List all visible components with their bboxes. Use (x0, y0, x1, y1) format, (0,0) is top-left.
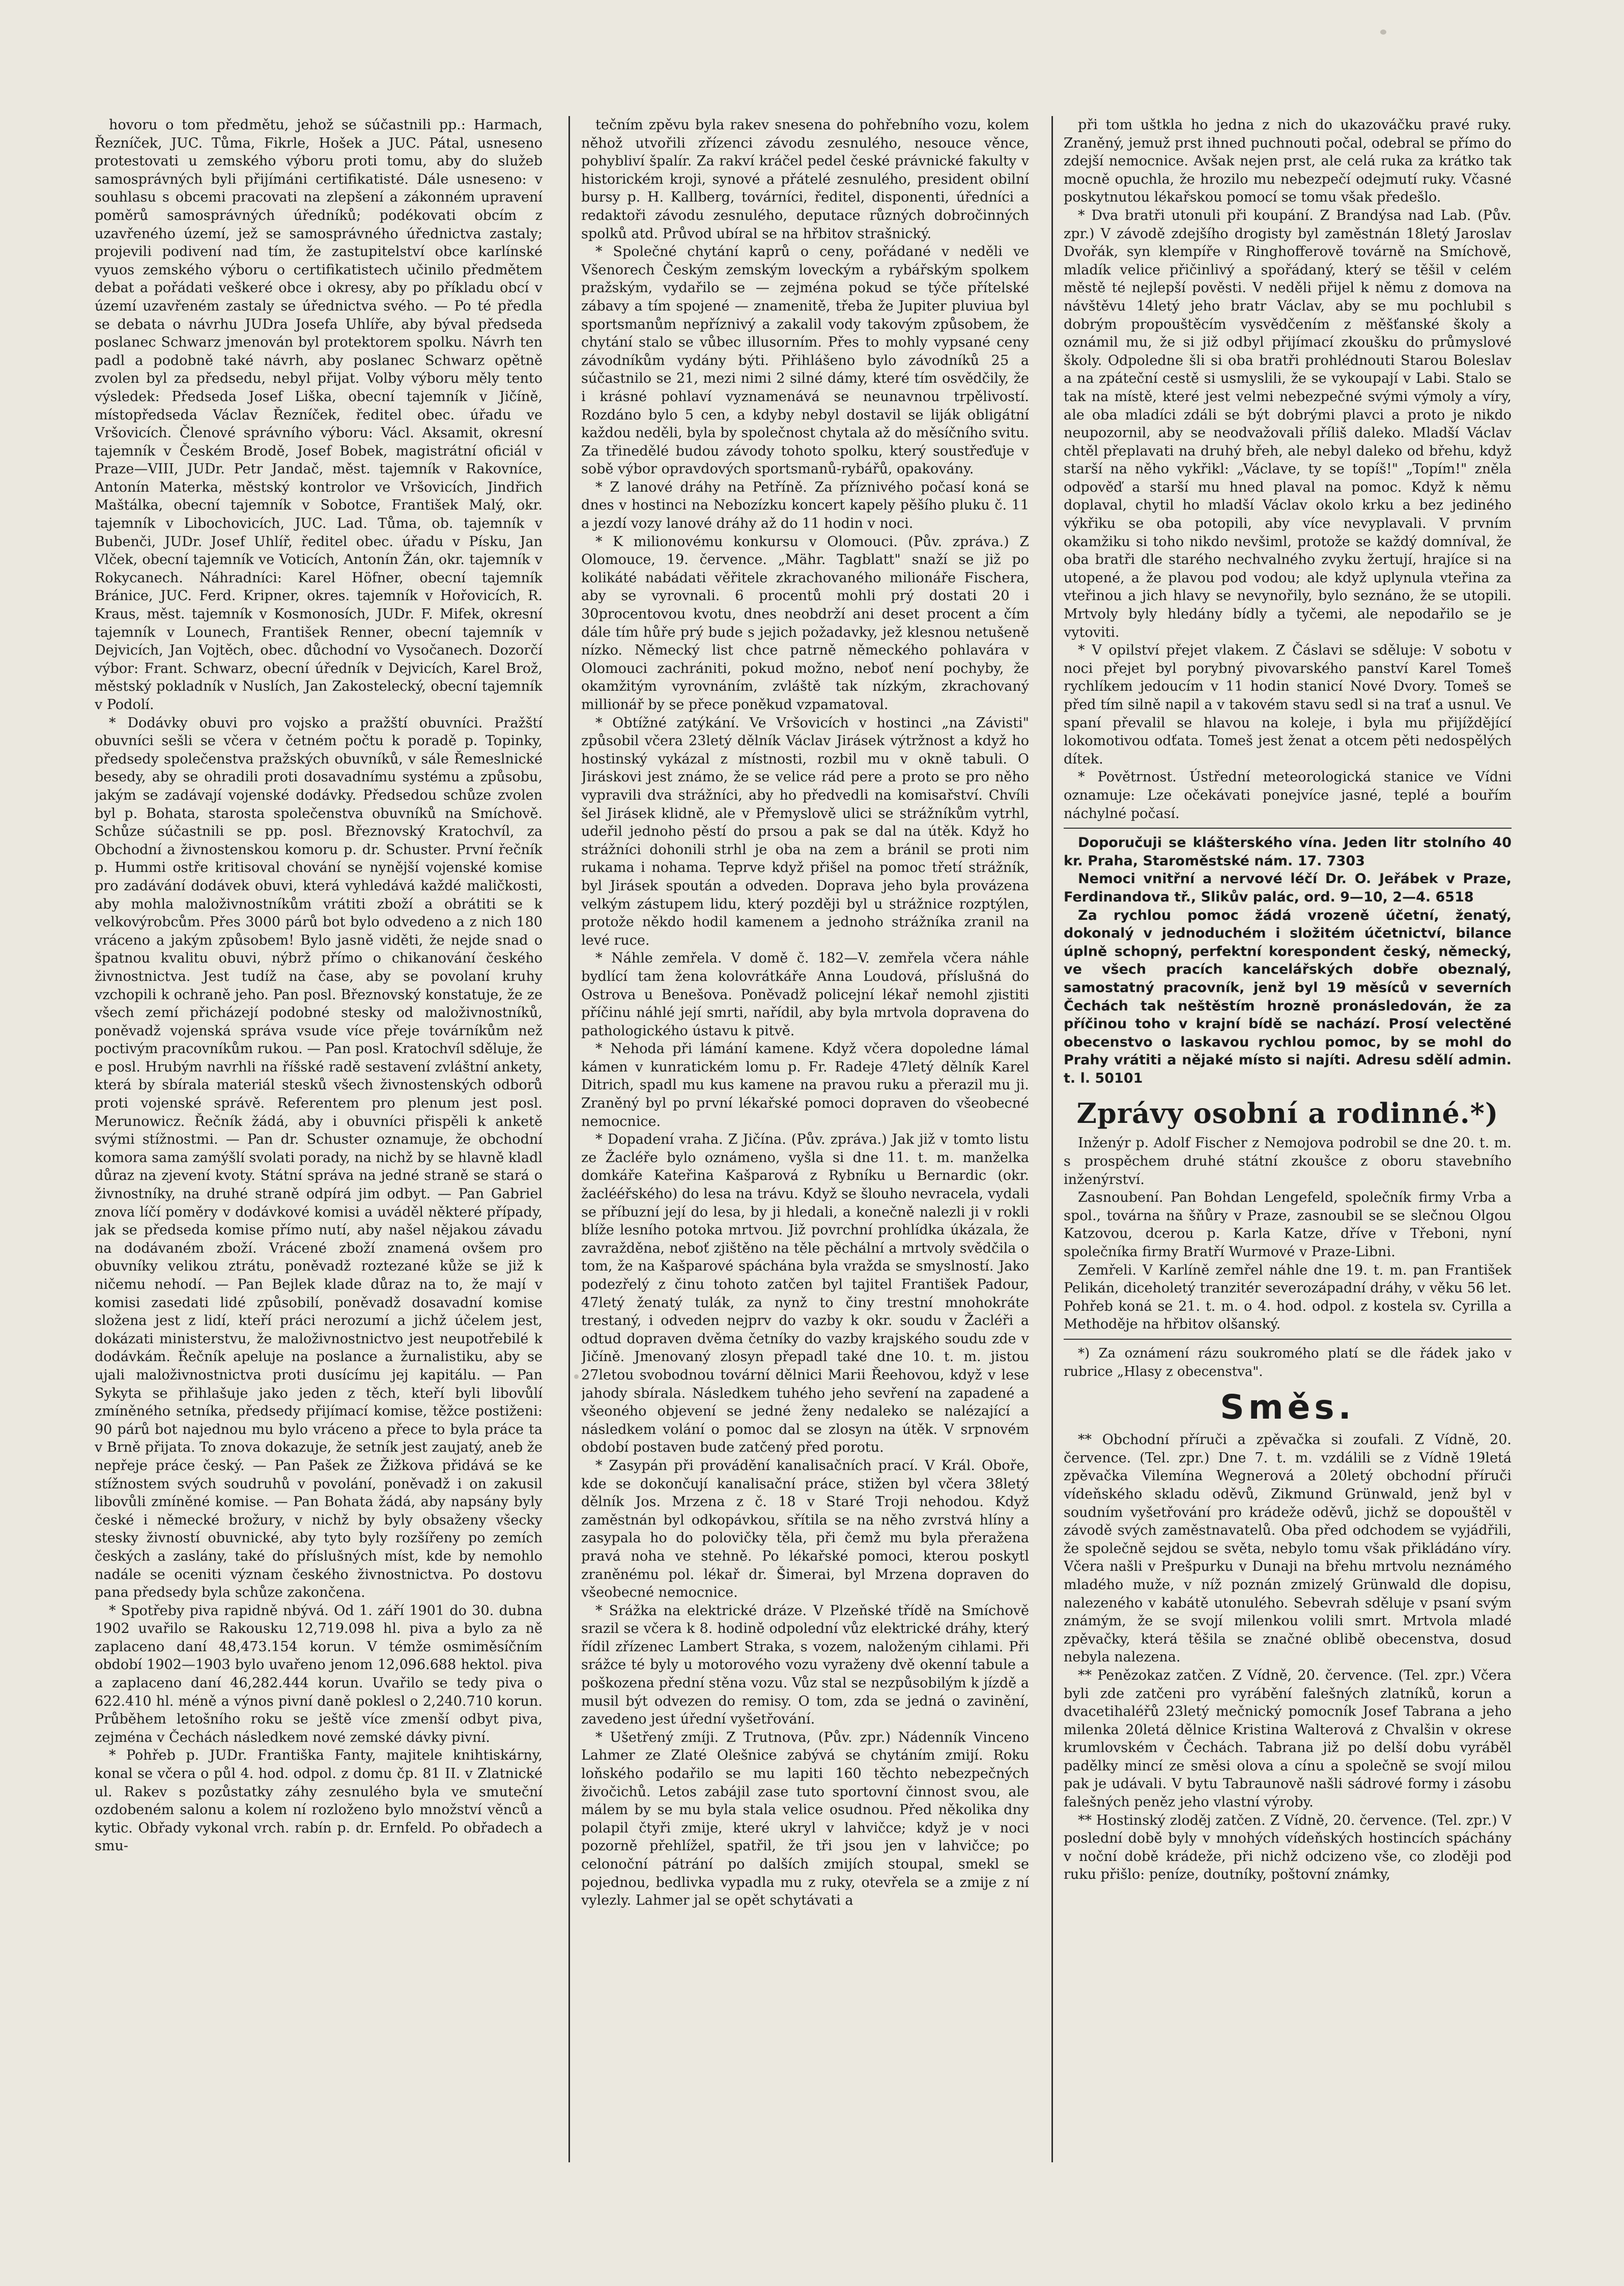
article-paragraph: * Dopadení vraha. Z Jičína. (Pův. zpráva.) Jak již v tomto listu ze Žacléře bylo oznámeno, vyšla si dne 11. t. m. manželka domkáře Kateřina Kašparová z Rybníku u Bernardic (okr. žaclééřského) do lesa na trávu. Když se šlouho nevracela, vydali se příbuzní její do lesa, by ji hledali, a konečně nalezli ji v rokli blíže lesního potoka mrtvou. Již povrchní prohlídka úkázala, že zavražděna, neboť zjištěno na těle pěchální a mrtvoly svědčila o tom, že na Kašparové spáchána byla vražda se smyslností. Jako podezřelý z činu tohoto zatčen byl tajitel František Padour, 47letý ženatý tulák, za nynž to činy trestní mnohokráte trestaný, i odveden nejprv do vazby k okr. soudu v Žacléři a odtud dopraven dvěma četníky do vazby krajského soudu zde v Jičíně. Jmenovaný zlosyn přepadl také dne 10. t. m. jistou 27letou svobodnou tovární dělnici Marii Řeehovou, když v lese jahody sbírala. Následkem tuhého jeho sevření na zapadené a všeoného objevení se jedné ženy nedaleko se nalézající a následkem volání o pomoc dal se zlosyn na útěk. V srpnovém období postaven bude zatčený před porotu. (581, 1132, 1029, 1456)
article-paragraph: * Spotřeby piva rapidně nbývá. Od 1. září 1901 do 30. dubna 1902 uvařilo se Rakousku 12,719.098 hl. piva a bylo za ně zaplaceno daní 48,473.154 korun. V témže osmiměsíčním období 1902—1903 bylo uvařeno jenom 12,096.688 hektol. piva a zaplaceno daní 46,282.444 korun. Uvařilo se tedy piva o 622.410 hl. méně a výnos pivní daně poklesl o 2,240.710 korun. Průběhem letošního roku se ještě více zmenší odbyt piva, zejména v Čechách následkem nové zemské dávky pivní. (95, 1602, 543, 1745)
column-1 (95, 116, 543, 2172)
article-paragraph: ** Hostinský zloděj zatčen. Z Vídně, 20. července. (Tel. zpr.) V poslední době byly v mnohých vídeňských hostincích spáchány v noční době krádeže, při nichž odcizeno vše, co zloději pod ruku přišlo: peníze, doutníky, poštovní známky, (1064, 1812, 1512, 1883)
column-3-news (1064, 116, 1512, 1087)
article-paragraph: * K milionovému konkursu v Olomouci. (Pův. zpráva.) Z Olomouce, 19. července. „Mähr. Tagblatt" snaží se již po kolikáté nabádati věřitele zkrachovaného milionáře Fischera, aby se vyrovnali. 6 procentů mohli prý dostati 20 i 30procentovou kvotu, dnes neobdrží ani deset procent a čím dále tím hůře prý bude s jejich požadavky, jež klesnou netušeně nízko. Německý list chce patrně německého pohlavára v Olomouci zachrániti, pokud možno, neboť není pochyby, že okamžitým vyrovnáním, zvláště tak nízkým, zkrachovaný millionář by se přece poněkud vzpamatoval. (581, 533, 1029, 713)
divider (1064, 1339, 1512, 1340)
section-title-smes: Směs. (1220, 1388, 1355, 1427)
article-paragraph: * Zasypán při provádění kanalisačních prací. V Král. Oboře, kde se dokončují kanalisační práce, stižen byl včera 38letý dělník Jos. Mrzena z č. 18 v Staré Troji nehodou. Když zaměstnán byl odkopávkou, sřítila se na něho zvrstvá hlíny a zasypala ho do polovičky těla, při čemž mu byla přeražena pravá noha ve stehně. Po lékařské pomoci, kterou poskytl zraněnému pol. lékař dr. Šimerai, byl Mrzena dopraven do všeobecné nemocnice. (581, 1457, 1029, 1601)
article-paragraph: hovoru o tom předmětu, jehož se súčastnili pp.: Harmach, Řezníček, JUC. Tůma, Fikrle, Hošek a JUC. Pátal, usneseno protestovati u zemského výboru proti tomu, aby do služeb samosprávných byli přijímáni certifikatisté. Dále usneseno: v souhlasu s obcemi pracovati na zlepšení a zákonném upravení poměrů samosprávných úředníků; podékovati obcím z uzavřeného území, jež se samosprávného úřednictva zastaly; projevili podivení nad tím, že zastupitelství obce karlínské vyuos zemského výboru o certifikatistech učinilo předmětem debat a pořádati veškeré obce i okresy, aby po příkladu obcí v území uzavřeném zastaly se úřednictva svého. — Po té předla se debata o návrhu JUDra Josefa Uhlíře, aby býval předseda poslanec Schwarz jmenován byl protektorem spolku. Návrh ten padl a podobně také návrh, aby poslanec Schwarz opětně zvolen byl za předsedu, nebyl přijat. Volby výboru měly tento výsledek: Předseda Josef Liška, obecní tajemník v Jičíně, místopředseda Václav Řezníček, ředitel obec. úřadu ve Vršovicích. Členové správního výboru: Václ. Aksamit, okresní tajemník v Českém Brodě, Josef Bobek, magistrátní oficiál v Praze—VIII, JUDr. Petr Jandač, měst. tajemník v Rakovníce, Antonín Materka, městský kontrolor ve Vršovicích, Jindřich Maštálka, obecní tajemník v Sobotce, František Malý, okr. tajemník v Libochovicích, JUC. Lad. Tůma, ob. tajemník v Bubenči, JUDr. Josef Uhlíř, ředitel obec. úřadu v Písku, Jan Vlček, obecní tajemník ve Voticích, Antonín Žán, okr. tajemník v Rokycanech. Náhradníci: Karel Höfner, obecní tajemník Bránice, JUC. Ferd. Kripner, okres. tajemník v Hořovicích, R. Kraus, měst. tajemník v Kosmonosích, JUDr. F. Mifek, okresní tajemník v Lounech, František Renner, obecní tajemník v Dejvicích, Jan Vojtěch, obec. důchodní vo Vysočanech. Dozorčí výbor: Frant. Schwarz, obecní úředník v Dejvicích, Karel Brož, městský pokladník v Nuslích, Jan Zakostelecký, obecní tajemník v Podolí. (95, 117, 543, 713)
article-paragraph: při tom uštkla ho jedna z nich do ukazováčku pravé ruky. Zraněný, jemuž prst ihned puchnouti počal, odebral se přímo do zdejší nemocnice. Avšak nejen prst, ale celá ruka za krátko tak mocně opuchla, že hrozilo mu nebezpečí odejmutí ruky. Včasné poskytnutou lékařskou pomocí se tomu však předešlo. (1064, 117, 1512, 206)
ink-spot (1380, 30, 1386, 35)
article-paragraph: * Srážka na elektrické dráze. V Plzeňské třídě na Smíchově srazil se včera k 8. hodině odpolední vůz elektrické dráhy, který řídil zřízenec Lambert Straka, s vozem, naloženým cihlami. Při srážce té byly u motorového vozu vyraženy dvě okenní tabule a poškozena přední stěna vozu. Vůz stal se nezpůsobilým k jízdě a musil být odvezen do remisy. O tom, zda se jedná o zavinění, zavedeno jest úřední vyšetřování. (581, 1602, 1029, 1728)
column-3 (1064, 116, 1512, 2172)
article-paragraph: * Ušetřený zmíji. Z Trutnova, (Pův. zpr.) Nádenník Vinceno Lahmer ze Zlaté Olešnice zabývá se chytáním zmijí. Roku loňského podařilo se mu lapiti 160 těchto nebezpečných živočichů. Letos zabájil zase tuto sportovní činnost svou, ale málem by se mu byla stala velice osudnou. Před několika dny polapil čtyři zmije, které ukryl v lahvičce; když je v noci pozorně přehlížel, spatřil, že tři jsou jen v lahvičce; po celonoční pátrání po dalších zmijích stoupal, smekl se pojednou, bedlivka vypadla mu z ruky, otevřela se a zmije z ní vylezly. Lahmer jal se opět schytávati a (581, 1729, 1029, 1909)
article-paragraph: * Pohřeb p. JUDr. Františka Fanty, majitele knihtiskárny, konal se včera o půl 4. hod. odpol. z domu čp. 81 II. v Zlatnické ul. Rakev s pozůstatky záhy zesnulého byla ve smuteční ozdobeném salonu a kolem ní rozloženo bylo množství věnců a kytic. Obřady vykonal vrch. rabín p. dr. Ernfeld. Po obřadech a smu- (95, 1747, 543, 1854)
advertisement: Za rychlou pomoc žádá vrozeně účetní, ženatý, dokonalý v jednoduchém i složitém účetnictví, bilance úplně schopný, perfektní korespondent český, německý, ve všech pracích kancelářských dobře obeznalý, samostatný pracovník, jenž byl 19 měsíců v severních Čechách tak neštěstím hrozně pronásledován, že za příčinou toho v krajní bídě se nachází. Prosí velectěné obecenstvo o laskavou rychlou pomoc, by se mohl do Prahy vrátiti a nějaké místo si najíti. Adresu sdělí admin. t. l. 50101 (1064, 907, 1512, 1086)
article-paragraph: * Náhle zemřela. V domě č. 182—V. zemřela včera náhle bydlící tam žena kolovrátkáře Anna Loudová, příslušná do Ostrova u Benešova. Poněvadž policejní lékař nemohl zjistiti příčinu náhlé její smrti, nařídil, aby byla mrtvola dopravena do pathologického ústavu k pitvě. (581, 950, 1029, 1039)
article-paragraph: * Povětrnost. Ústřední meteorologická stanice ve Vídni oznamuje: Lze očekávati ponejvíce jasné, teplé a bouřím náchylné počasí. (1064, 769, 1512, 822)
column-3-personal (1064, 1134, 1512, 1381)
ink-spot (574, 1374, 579, 1379)
article-paragraph: * Dva bratři utonuli při koupání. Z Brandýsa nad Lab. (Pův. zpr.) V závodě zdejšího drogisty byl zaměstnán 18letý Jaroslav Dvořák, syn klempíře v Ringhofferově továrně na Smíchově, mladík velice přičinlivý a spořádaný, který se těšil v celém městě té nejlepší pověsti. V neděli přijel k němu z domova na návštěvu 14letý jeho bratr Václav, aby se mu pochlubil s dobrým propouštěcím vysvědčením z měšťanské školy a oznámil mu, že si již odbyl přijímací zkoušku do průmyslové školy. Odpoledne šli si oba bratři prohlédnouti Starou Boleslav a na zpáteční cestě si usmyslili, že se vykoupají v Labi. Stalo se tak na místě, které jest velmi nebezpečné svými výmoly a víry, ale oba mladíci zdáli se být dobrými plavci a proto je nikdo neupozornil, aby se neodvažovali příliš daleko. Mladší Václav chtěl přeplavati na druhý břeh, ale nebyl daleko od břehu, když starší na něho vykřikl: „Václave, ty se topíš!" „Topím!" zněla odpověď a starší mu hned plaval na pomoc. Když k němu doplaval, chytil ho mladší Václav okolo krku a bez jediného výkřiku se oba potopili, aby více nevyplavali. V prvním okamžiku si toho nikdo nevšiml, protože se každý domníval, že oba bratři dle starého nechvalného zvyku žertují, hrajíce si na utopené, a že plavou pod vodou; ale když uplynula vteřina za vteřinou a jich hlavy se nevynořily, bylo seznáno, že se utopili. Mrtvoly byly hledány bídly a tyčemi, ale nepodařilo se je vytoviti. (1064, 207, 1512, 640)
divider (1064, 828, 1512, 829)
article-paragraph: * Dodávky obuvi pro vojsko a pražští obuvníci. Pražští obuvníci sešli se včera v četném počtu k poradě p. Topinky, předsedy společenstva pražských obuvníků, v sále Řemeslnické besedy, aby se ohradili proti dosavadnímu systému a způsobu, jakým se zadávají vojenské dodávky. Předsedou schůze zvolen byl p. Bohata, starosta společenstva obuvníků na Smíchově. Schůze súčastnili se pp. posl. Březnovský Kratochvíl, za Obchodní a živnostenskou komoru p. dr. Schuster. První řečník p. Hummi ostře kritisoval chování se nynější vojenské komise pro zadávání dodávek obuvi, která vyhledává každé maličkosti, aby mohla maloživnostníkům vrátiti zboží a obrátiti se k velkovýrobcům. Přes 3000 párů bot bylo odvedeno a z nich 180 vráceno a jakým způsobem! Bylo jasně viděti, že nejde snad o špatnou kvalitu obuvi, nýbrž přímo o chikanování českého živnostnictva. Jest tudíž na čase, aby se povolaní kruhy vzchopili k ochraně jeho. Pan posl. Březnovský konstatuje, že ze všech zemí přicházejí podobné stesky od maloživnostníků, poněvadž vojenská správa vsude více přeje továrníkům než poctivým pracovníkům rukou. — Pan posl. Kratochvíl sděluje, že e posl. Hrubým navrhli na říšské radě sestavení zvláštní ankety, která by sbírala materiál stesků všech živnostenských odborů proti vojenské správě. Referentem pro plenum jest posl. Merunowicz. Řečník žádá, aby i obuvníci přispěli k anketě svými stížnostmi. — Pan dr. Schuster oznamuje, že obchodní komora sama zamýšlí svolati porady, na nichž by se hlavně kladl důraz na zjevení kvoty. Státní správa na jedné straně se stará o živnostníky, na druhé straně odpírá jim odbyt. — Pan Gabriel znova líčí poměry v dodávkové komisi a uváděl některé případy, jak se předseda komise přímo nutí, aby našel nějakou závadu na dodávaném zboží. Vrácené zboží znamená ovšem pro obuvníky velikou ztrátu, poněvadž roztezané kůže se již k ničemu nehodí. — Pan Bejlek klade důraz na to, že mají v komisi zasedati lidé způsobilí, poněvadž dosavadní komise složena jest z lidí, kteří práci nerozumí a jichž účelem jest, dokázati ministerstvu, že maloživnostnictvo jest neupotřebilé k dodávkám. Řečník apeluje na poslance a žurnalistiku, aby se ujali maloživnostnictva proti dusícímu jej kapitálu. — Pan Sykyta se přihlašuje jako jeden z těch, kteří byli libovůlí zmíněného setníka, předsedy přijímací komise, těžce postiženi: 90 párů bot najednou mu bylo vráceno a přece to byla práce ta v Brně přijata. To znova dokazuje, že setník jest zaujatý, aneb že nepřeje práce český. — Pan Pašek ze Žižkova přidává se ke stížnostem svých soudruhů v povolání, poněvadž i on zakusil libovůli zmíněné komise. — Pan Bohata žádá, aby napsány byly české i německé brožury, v nichž by byly obsaženy všecky stesky živností obuvnické, aby tyto byly rozšířeny po zemích českých a zaslány, také do příslušných míst, kde by nemohlo nadále se oceniti význam českého živnostnictva. Po dostovu pana předsedy byla schůze zakončena. (95, 715, 543, 1601)
article-paragraph: Zemřeli. V Karlíně zemřel náhle dne 19. t. m. pan František Pelikán, diceholetý tranzitér severozápadní dráhy, v věku 56 let. Pohřeb koná se 21. t. m. o 4. hod. odpol. z kostela sv. Cyrilla a Methoděje na hřbitov olšanský. (1064, 1262, 1512, 1333)
advertisement: Doporučuji se klášterského vína. Jeden litr stolního 40 kr. Praha, Staroměstské nám. 17. 7303 (1064, 835, 1512, 869)
article-paragraph: * Společné chytání kaprů o ceny, pořádané v neděli ve Všenorech Českým zemským loveckým a rybářským spolkem pražským, vydařilo se — zejména pokud se týče přítelské zábavy a tím spojené — znamenitě, třeba že Jupiter pluviua byl sportsmanům nepříznivý a zakalil vody takovým způsobem, že chytání stalo se vůbec illusorním. Přes to mohly vypsané ceny závodníkům vydány býti. Přihlášeno bylo závodníků 25 a súčastnilo se 21, mezi nimi 2 silné dámy, které tím osvědčily, že i krásné pohlaví vyznamenává se neunavnou trpělivostí. Rozdáno bylo 5 cen, a kdyby nebyl dostavil se liják obligátní každou neděli, byla by společnost chytala až do měsíčního svitu. Za třinedělé budou závody tohoto spolku, který soustřeďuje v sobě výbor opravdových sportsmanů-rybářů, opakovány. (581, 244, 1029, 477)
column-3-smes (1064, 1431, 1512, 1884)
article-paragraph: * Nehoda při lámání kamene. Když včera dopoledne lámal kámen v kunratickém lomu p. Fr. Radeje 47letý dělník Karel Ditrich, spadl mu kus kamene na pravou ruku a přerazil mu ji. Zraněný byl po první lékařské pomoci dopraven do všeobecné nemocnice. (581, 1041, 1029, 1130)
section-title-personal: Zprávy osobní a rodinné.*) (1076, 1097, 1499, 1130)
advertisement: Nemoci vnitřní a nervové léčí Dr. O. Jeřábek v Praze, Ferdinandova tř., Slikův palác, ord. 9—10, 2—4. 6518 (1064, 871, 1512, 905)
article-paragraph: ** Penězokaz zatčen. Z Vídně, 20. července. (Tel. zpr.) Včera byli zde zatčeni pro vyrábění falešných zlatníků, korun a dvacetihaléřů 23letý mečnický pomocník Josef Tabrana a jeho milenka 20letá dělnice Kristina Walterová z Chvalšin v okrese krumlovském v Čechách. Tabrana již po delší dobu vyráběl padělky mincí ze směsi olova a cínu a společně se svojí milou pak je udávali. V bytu Tabraunově našli sádrové formy i zásobu falešných peněz jeho vlastní výroby. (1064, 1667, 1512, 1811)
article-paragraph: * Z lanové dráhy na Petříně. Za příznivého počasí koná se dnes v hostinci na Nebozízku koncert kapely pěšího pluku č. 11 a jezdí vozy lanové dráhy až do 11 hodin v noci. (581, 479, 1029, 532)
article-paragraph: Zasnoubení. Pan Bohdan Lengefeld, společník firmy Vrba a spol., továrna na šňůry v Praze, zasnoubil se se slečnou Olgou Katzovou, dcerou p. Karla Katze, dříve v Třeboni, nyní společníka firmy Bratří Wurmové v Praze-Libni. (1064, 1190, 1512, 1260)
footnote: *) Za oznámení rázu soukromého platí se dle řádek jako v rubrice „Hlasy z obecenstva". (1064, 1346, 1512, 1379)
article-paragraph: Inženýr p. Adolf Fischer z Nemojova podrobil se dne 20. t. m. s prospěchem druhé státní zkoušce z oboru stavebního inženýrství. (1064, 1135, 1512, 1188)
article-paragraph: * Obtížné zatýkání. Ve Vršovicích v hostinci „na Závisti" způsobil včera 23letý dělník Václav Jirásek výtržnost a když ho hostinský vykázal z místnosti, rozbil mu v okně tabuli. O Jiráskovi jest známo, že se velice rád pere a proto se pro něho vypravili dva strážníci, aby ho předvedli na komisařství. Chvíli šel Jirásek klidně, ale v Přemyslově ulici se strážníkům vytrhl, udeřil jednoho pěstí do prsou a pak se dal na útěk. Když ho strážníci dohonili strhl je oba na zem a bránil se proti nim rukama i nohama. Teprve když přišel na pomoc třetí strážník, byl Jirásek spoután a odveden. Doprava jeho byla provázena velkým zástupem lidu, který později byl u strážnice rozptýlen, protože někdo hodil kamenem a jednoho strážníka zranil na levé ruce. (581, 715, 1029, 948)
article-paragraph: ** Obchodní příruči a zpěvačka si zoufali. Z Vídně, 20. července. (Tel. zpr.) Dne 7. t. m. vzdálili se z Vídně 19letá zpěvačka Vilemína Wegnerová a 20letý obchodní příruči vídeňského skladu oděvů, Zikmund Grünwald, jenž byl v soudním vyšetřování pro krádeže oděvů, jichž se dopouštěl v závodě svých zaměstnavatelů. Oba před odchodem se vyjádřili, že společně sejdou se světa, nebylo tomu však přikládáno víry. Včera našli v Prešpurku v Dunaji na břehu mrtvolu neznámého mladého muže, v níž poznán zmizelý Grünwald dle dopisu, nalezeného v kabátě utonulého. Sebevrah sděluje v psaní svým známým, že se svojí milenkou volili smrt. Mrtvola mladé zpěvačky, která těšila se značné oblibě obecenstva, dosud nebyla nalezena. (1064, 1432, 1512, 1666)
column-rule (1051, 116, 1053, 2162)
article-paragraph: * V opilství přejet vlakem. Z Čáslavi se sděluje: V sobotu v noci přejet byl porybný pivovarského panství Karel Tomeš rychlíkem jedoucím v 11 hodin stanicí Nové Dvory. Tomeš se před tím silně napil a v takovém stavu sedl si na trať a usnul. Ve spaní převalil se hlavou na koleje, i byla mu přijíždějící lokomotivou odťata. Tomeš jest ženat a otcem pěti nedospělých dítek. (1064, 642, 1512, 767)
article-paragraph: tečním zpěvu byla rakev snesena do pohřebního vozu, kolem něhož utvořili zřízenci závodu zesnulého, nesouce věnce, pohybliví špalír. Za rakví kráčel pedel české právnické fakulty v historickém kroji, synové a přátelé zesnulého, president obilní bursy p. H. Kallberg, továrníci, ředitel, disponenti, úředníci a redaktoři závodu zesnulého, deputace různých dobročinných spolků atd. Průvod ubíral se na hřbitov strašnický. (581, 117, 1029, 242)
column-2 (581, 116, 1029, 2172)
column-rule (568, 116, 570, 2162)
